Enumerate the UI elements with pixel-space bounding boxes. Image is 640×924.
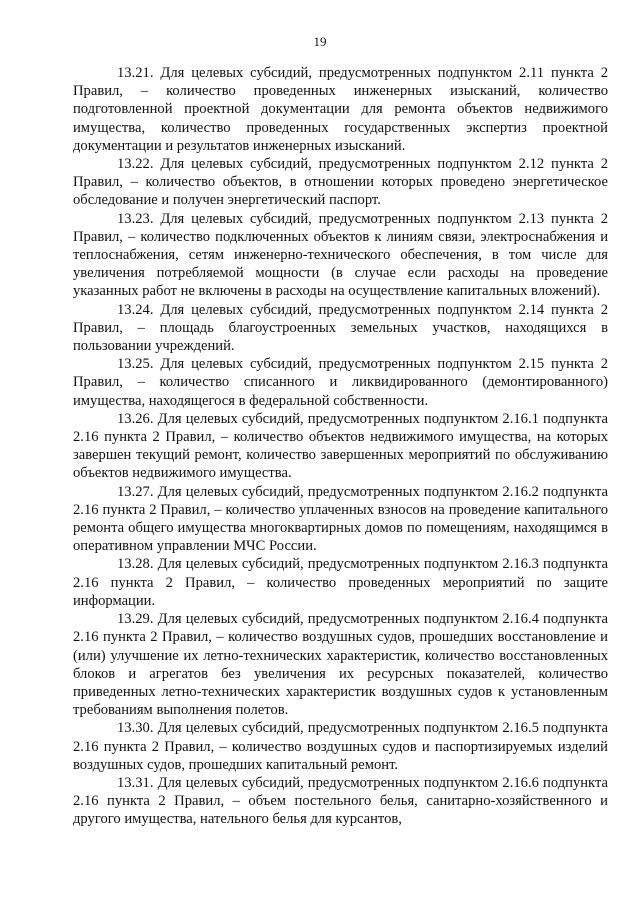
paragraph-13-26: 13.26. Для целевых субсидий, предусмотренных подпунктом 2.16.1 подпункта 2.16 пункта 2 Правил, – количество объектов недвижимого имущества, на которых завершен текущий ремонт, количество завершенных мероприятий по обслуживанию объектов недвижимого имущества. [73, 410, 608, 482]
paragraph-13-23: 13.23. Для целевых субсидий, предусмотренных подпунктом 2.13 пункта 2 Правил, – количество подключенных объектов к линиям связи, электроснабжения и теплоснабжения, сетям инженерно-технического обеспечения, в том числе для увеличения потребляемой мощности (в случае если расходы на проведение указанных работ не включены в расходы на осуществление капитальных вложений). [73, 210, 608, 300]
paragraph-13-31: 13.31. Для целевых субсидий, предусмотренных подпунктом 2.16.6 подпункта 2.16 пункта 2 Правил, – объем постельного белья, санитарно-хозяйственного и другого имущества, нательного белья для курсантов, [73, 774, 608, 828]
paragraph-13-28: 13.28. Для целевых субсидий, предусмотренных подпунктом 2.16.3 подпункта 2.16 пункта 2 Правил, – количество проведенных мероприятий по защите информации. [73, 556, 608, 609]
page-number: 19 [313, 34, 327, 49]
paragraph-13-27: 13.27. Для целевых субсидий, предусмотренных подпунктом 2.16.2 подпункта 2.16 пункта 2 Правил, – количество уплаченных взносов на проведение капитального ремонта общего имущества многоквартирных домов по помещениям, находящимся в оперативном управлении МЧС России. [73, 483, 608, 555]
paragraph-13-22: 13.22. Для целевых субсидий, предусмотренных подпунктом 2.12 пункта 2 Правил, – количество объектов, в отношении которых проведено энергетическое обследование и получен энергетический паспорт. [73, 156, 608, 209]
paragraph-13-24: 13.24. Для целевых субсидий, предусмотренных подпунктом 2.14 пункта 2 Правил, – площадь благоустроенных земельных участков, находящихся в пользовании учреждений. [73, 301, 608, 355]
paragraph-13-25: 13.25. Для целевых субсидий, предусмотренных подпунктом 2.15 пункта 2 Правил, – количество списанного и ликвидированного (демонтированного) имущества, находящегося в федеральной собственности. [73, 356, 608, 409]
paragraph-13-21: 13.21. Для целевых субсидий, предусмотренных подпунктом 2.11 пункта 2 Правил, – количество проведенных инженерных изысканий, количество подготовленной проектной документации для ремонта объектов недвижимого имущества, количество проведенных государственных экспертиз проектной документации и результатов инженерных изысканий. [73, 65, 608, 154]
document-body [73, 64, 608, 829]
paragraph-13-29: 13.29. Для целевых субсидий, предусмотренных подпунктом 2.16.4 подпункта 2.16 пункта 2 Правил, – количество воздушных судов, прошедших восстановление и (или) улучшение их летно-технических характеристик, количество восстановленных блоков и агрегатов без увеличения их ресурсных показателей, количество приведенных летно-технических характеристик воздушных судов к установленным требованиям выполнения полетов. [73, 611, 608, 719]
paragraph-13-30: 13.30. Для целевых субсидий, предусмотренных подпунктом 2.16.5 подпункта 2.16 пункта 2 Правил, – количество воздушных судов и паспортизируемых изделий воздушных судов, прошедших капитальный ремонт. [73, 720, 608, 773]
